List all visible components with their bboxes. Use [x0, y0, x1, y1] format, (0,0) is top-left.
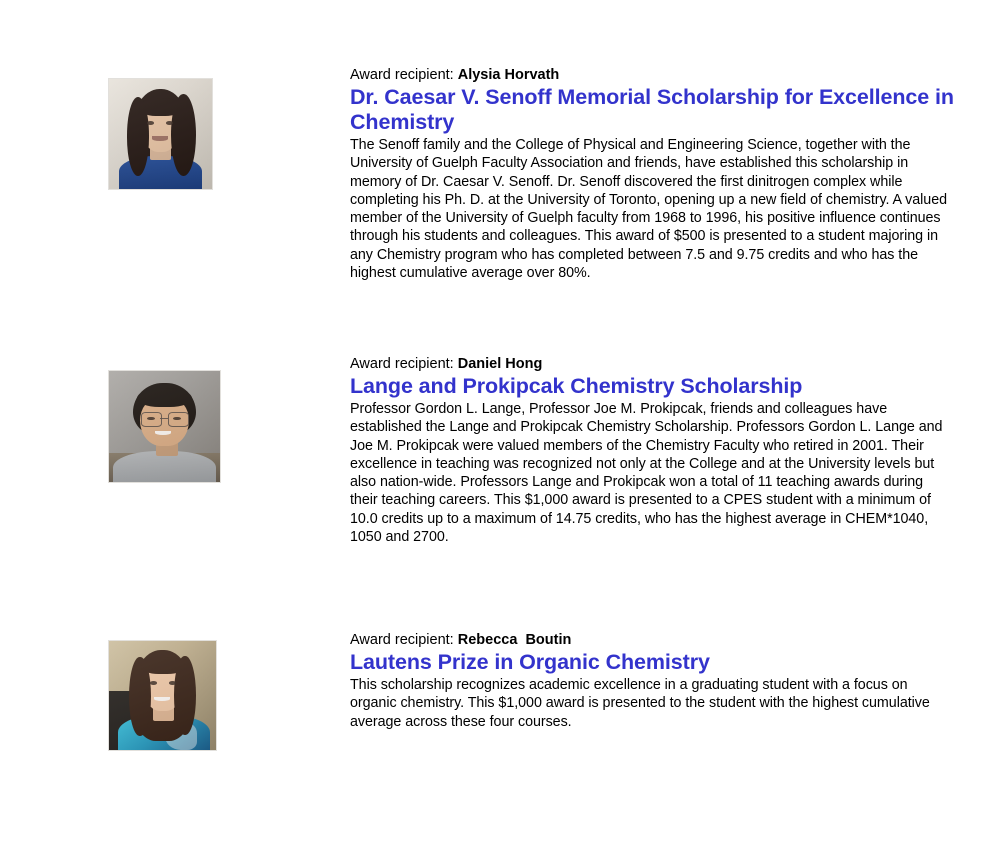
recipient-name: Alysia Horvath	[457, 67, 560, 83]
recipient-label: Award recipient:	[350, 67, 454, 83]
recipient-photo	[108, 640, 217, 751]
award-photo-container	[108, 78, 213, 190]
award-text-block	[350, 355, 954, 546]
award-photo-container	[108, 370, 221, 483]
award-description: The Senoff family and the College of Physical and Engineering Science, together with the University of Guelph Faculty Association and friends, have established this scholarship in memory of Dr. Caesar V. Senoff. Dr. Senoff discovered the first dinitrogen complex while completing his Ph. D. at the University of Toronto, opening up a new field of chemistry. A valued member of the University of Guelph faculty from 1968 to 1996, his positive influence continues through his students and colleagues. This award of $500 is presented to a student majoring in any Chemistry program who has completed between 7.5 and 9.75 credits and who has the highest cumulative average over 80%.	[350, 137, 948, 282]
recipient-name: Daniel Hong	[457, 356, 543, 372]
recipient-line	[350, 355, 954, 373]
photo-shading	[109, 641, 216, 750]
award-description: Professor Gordon L. Lange, Professor Joe M. Prokipcak, friends and colleagues have established the Lange and Prokipcak Chemistry Scholarship. Professors Gordon L. Lange and Joe M. Prokipcak were valued members of the Chemistry Faculty who retired in 2001. Their excellence in teaching was recognized not only at the College and at the University levels but also nation-wide. Professors Lange and Prokipcak won a total of 11 teaching awards during their teaching careers. This $1,000 award is presented to a CPES student with a minimum of 10.0 credits up to a maximum of 14.75 credits, who has the highest average in CHEM*1040, 1050 and 2700.	[350, 401, 943, 546]
award-text-block	[350, 66, 954, 282]
award-title: Dr. Caesar V. Senoff Memorial Scholarship for Excellence in Chemistry	[350, 85, 954, 134]
photo-shading	[109, 371, 220, 482]
recipient-label: Award recipient:	[350, 356, 454, 372]
recipient-label: Award recipient:	[350, 632, 454, 648]
award-description: This scholarship recognizes academic excellence in a graduating student with a focus on organic chemistry. This $1,000 award is presented to the student with the highest cumulative average across these four courses.	[350, 677, 930, 730]
recipient-photo	[108, 78, 213, 190]
recipient-photo	[108, 370, 221, 483]
recipient-name: Rebecca Boutin	[457, 632, 572, 648]
award-title: Lange and Prokipcak Chemistry Scholarship	[350, 374, 803, 398]
award-photo-container	[108, 640, 217, 751]
photo-shading	[109, 79, 212, 189]
recipient-line	[350, 631, 954, 649]
award-title: Lautens Prize in Organic Chemistry	[350, 650, 710, 674]
recipient-line	[350, 66, 954, 84]
award-text-block	[350, 631, 954, 731]
